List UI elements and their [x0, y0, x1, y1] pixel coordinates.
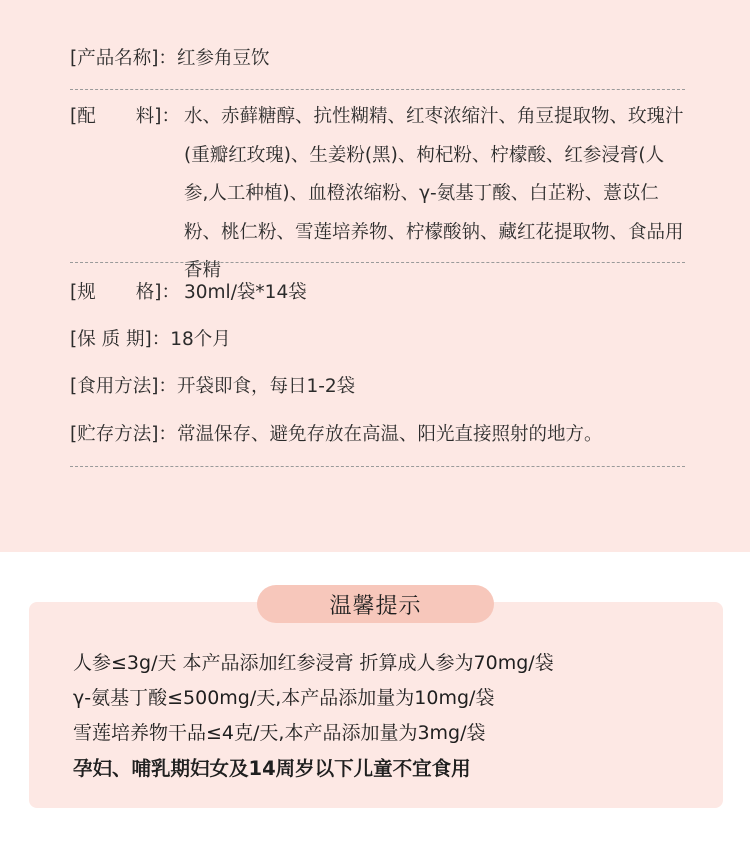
divider-1: [70, 89, 685, 90]
notice-line-snow-lotus: 雪莲培养物干品≤4克/天,本产品添加量为3mg/袋: [73, 722, 486, 744]
storage-label: [贮存方法]：: [70, 424, 177, 445]
spec-row: [70, 274, 685, 313]
spec-label-open: [规: [70, 282, 96, 303]
shelf-life-value: 18个月: [170, 329, 231, 350]
shelf-life-label: [保 质 期]：: [70, 329, 171, 350]
notice-title: 温馨提示: [257, 585, 494, 623]
product-name-label: [产品名称]：: [70, 48, 177, 69]
product-name-row: [70, 40, 685, 79]
ingredients-label-open: [配: [70, 106, 96, 127]
notice-lines: [73, 646, 713, 786]
divider-3: [70, 466, 685, 467]
ingredients-value: 水、赤藓糖醇、抗性糊精、红枣浓缩汁、角豆提取物、玫瑰汁(重瓣红玫瑰)、生姜粉(黑)、枸杞粉、柠檬酸、红参浸膏(人参,人工种植)、血橙浓缩粉、γ-氨基丁酸、白芷粉、薏苡仁粉、桃仁粉、雪莲培养物、柠檬酸钠、藏红花提取物、食品用香精: [184, 106, 684, 281]
product-name-value: 红参角豆饮: [176, 48, 270, 69]
storage-row: [70, 416, 685, 455]
usage-label: [食用方法]：: [70, 376, 177, 397]
storage-value: 常温保存、避免存放在高温、阳光直接照射的地方。: [176, 424, 603, 445]
spec-label: [70, 274, 180, 313]
notice-line-gaba: γ-氨基丁酸≤500mg/天,本产品添加量为10mg/袋: [73, 687, 495, 709]
spec-value: 30ml/袋*14袋: [184, 282, 307, 303]
spec-label-close: 格]：: [135, 282, 180, 303]
ingredients-label-close: 料]：: [135, 106, 180, 127]
divider-2: [70, 262, 685, 263]
usage-row: [70, 368, 685, 407]
notice-line-warning: 孕妇、哺乳期妇女及14周岁以下儿童不宜食用: [73, 757, 471, 780]
shelf-life-row: [70, 321, 685, 360]
notice-line-ginseng: 人参≤3g/天 本产品添加红参浸膏 折算成人参为70mg/袋: [73, 652, 554, 674]
usage-value: 开袋即食，每日1-2袋: [176, 376, 356, 397]
